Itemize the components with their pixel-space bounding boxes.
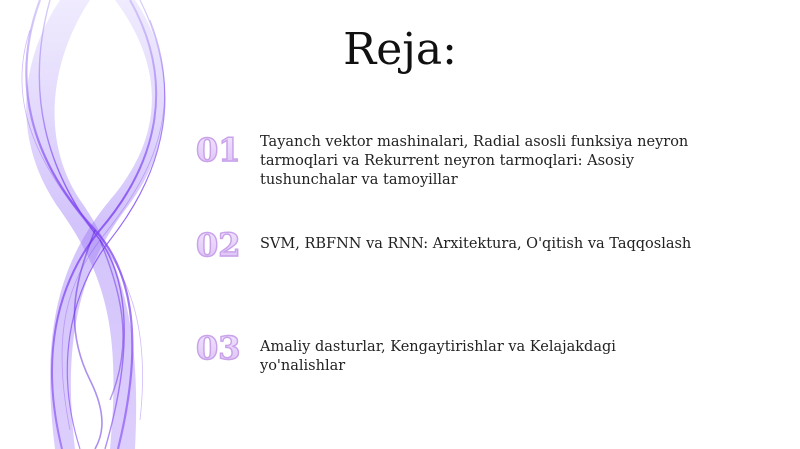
agenda-item-text: Amaliy dasturlar, Kengaytirishlar va Kelajakdagi yo'nalishlar (260, 339, 616, 374)
agenda-item-number: 01 (196, 132, 252, 168)
agenda-item-text: Tayanch vektor mashinalari, Radial asosli funksiya neyron tarmoqlari va Rekurrent neyron tarmoqlari: Asosiy tushunchalar va tamoyillar (260, 134, 689, 188)
agenda-item (196, 330, 756, 376)
agenda-item-text: SVM, RBFNN va RNN: Arxitektura, O'qitish va Taqqoslash (260, 236, 692, 252)
agenda-item-number: 03 (196, 330, 252, 366)
agenda-item-number: 02 (196, 227, 252, 263)
slide-title: Reja: (343, 24, 457, 75)
decorative-ribbon-graphic (0, 0, 200, 449)
agenda-item (196, 132, 756, 190)
agenda-item (196, 227, 756, 263)
